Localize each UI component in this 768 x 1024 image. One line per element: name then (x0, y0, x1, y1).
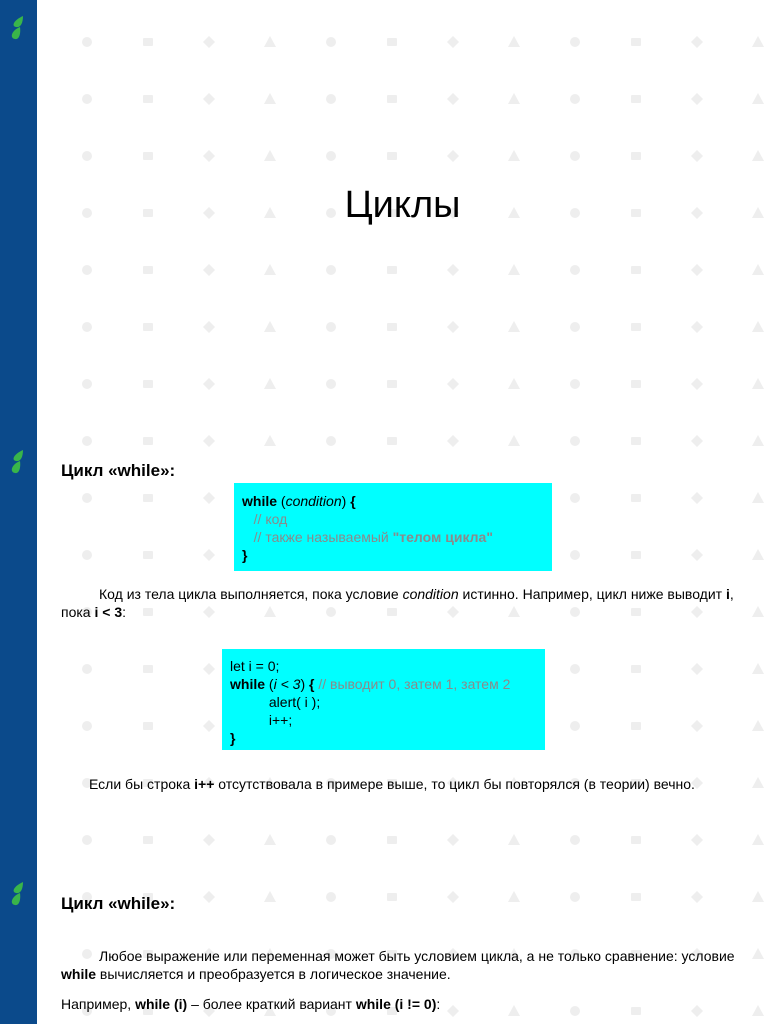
text-italic: condition (402, 586, 459, 602)
text-bold: while (i) (135, 996, 188, 1012)
text: Например, (61, 996, 136, 1012)
leaf-logo-icon (8, 448, 28, 476)
text: вычисляется и преобразуется в логическое значение. (96, 966, 451, 982)
text-bold: i (725, 586, 730, 602)
code-comment-bold: "телом цикла" (392, 529, 493, 545)
code-condition: i < 3 (273, 676, 301, 692)
code-token: ( (277, 493, 286, 509)
code-comment: // также называемый (242, 529, 393, 545)
text: истинно. Например, цикл ниже выводит (458, 586, 726, 602)
text: Код из тела цикла выполняется, пока условие (99, 586, 403, 602)
section-heading: Цикл «while»: (61, 894, 176, 913)
sidebar-strip (0, 0, 37, 1024)
document-page (37, 0, 768, 1024)
leaf-logo-icon (8, 14, 28, 42)
code-token: ) (341, 493, 351, 509)
text: – более краткий вариант (187, 996, 356, 1012)
page-title: Циклы (344, 184, 461, 226)
text-bold: i < 3 (94, 604, 123, 620)
keyword-while: while (230, 676, 266, 692)
code-condition: condition (285, 493, 342, 509)
leaf-logo-icon (8, 880, 28, 908)
code-token: ) (300, 676, 309, 692)
text: Любое выражение или переменная может быть условием цикла, а не только сравнение: условие (99, 948, 735, 964)
text: Если бы строка (89, 776, 195, 792)
text-bold: i++ (194, 776, 215, 792)
body-paragraph (61, 947, 751, 983)
code-token: } (230, 730, 236, 746)
keyword-while: while (242, 493, 278, 509)
text: : (436, 996, 441, 1012)
code-comment: // выводит 0, затем 1, затем 2 (314, 676, 511, 692)
code-token: } (242, 547, 248, 563)
code-token: { (350, 493, 356, 509)
code-block-syntax (234, 483, 552, 571)
text: , пока (61, 586, 734, 620)
section-heading: Цикл «while»: (61, 461, 176, 480)
body-paragraph (61, 995, 751, 1013)
code-line: let i = 0; (230, 658, 280, 674)
code-token: { (309, 676, 315, 692)
text-bold: while (i != 0) (355, 996, 437, 1012)
code-comment: // код (242, 511, 288, 527)
code-line: alert( i ); (230, 694, 321, 710)
note-paragraph (89, 775, 759, 793)
text-bold: while (61, 966, 97, 982)
text: : (122, 604, 127, 620)
code-block-example (222, 649, 545, 750)
text: отсутствовала в примере выше, то цикл бы повторялся (в теории) вечно. (214, 776, 695, 792)
body-paragraph (61, 585, 751, 621)
code-line: i++; (230, 712, 293, 728)
code-token: ( (265, 676, 274, 692)
